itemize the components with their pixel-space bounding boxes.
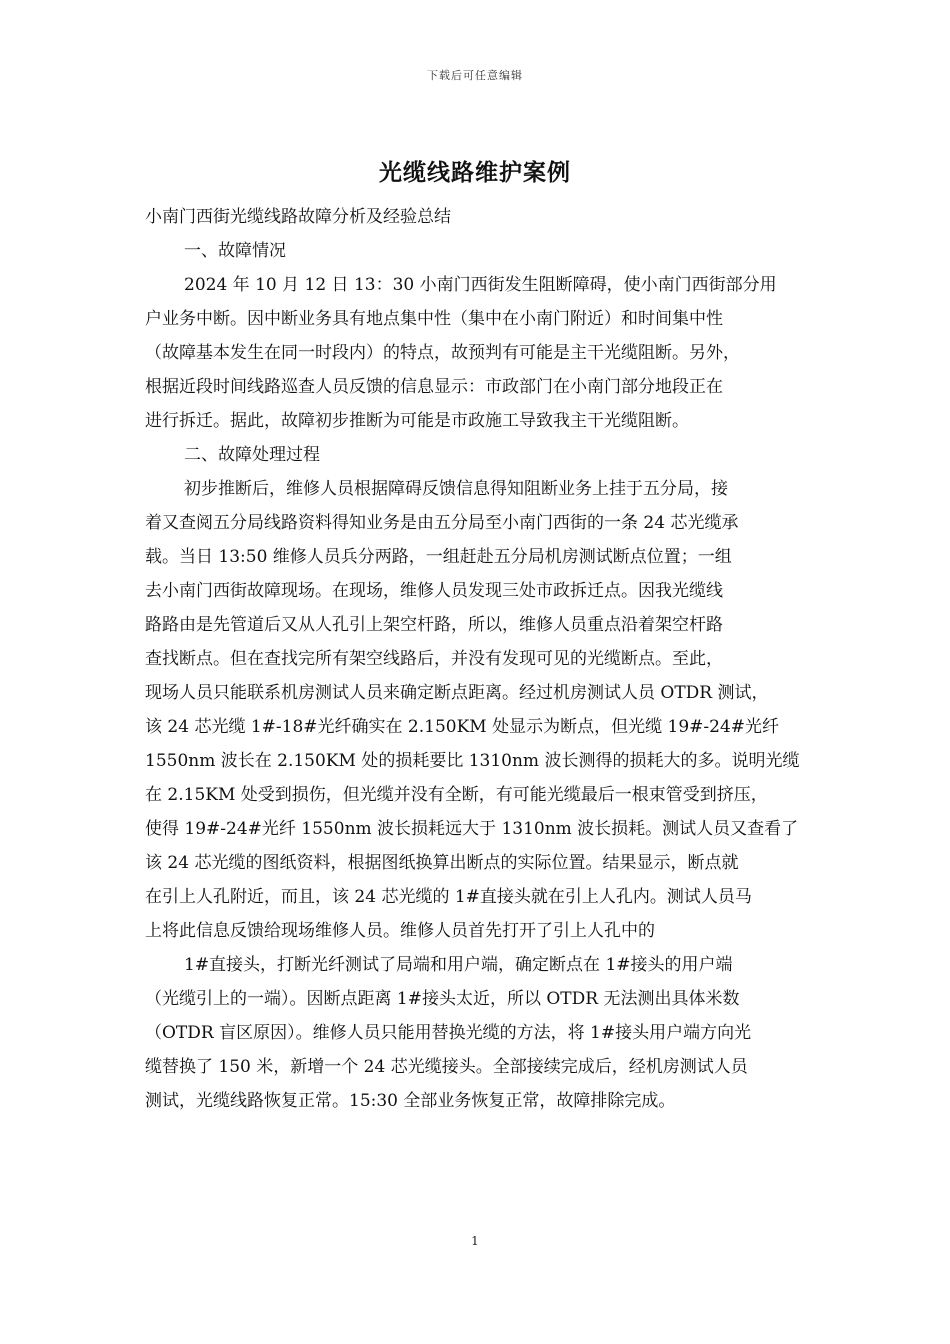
- text-line: 缆替换了 150 米，新增一个 24 芯光缆接头。全部接续完成后，经机房测试人员: [145, 1057, 748, 1077]
- text-line: 载。当日 13:50 维修人员兵分两路，一组赶赴五分局机房测试断点位置；一组: [145, 547, 732, 567]
- text-line: 查找断点。但在查找完所有架空线路后，并没有发现可见的光缆断点。至此，: [145, 649, 723, 669]
- text-line: 在 2.15KM 处受到损伤，但光缆并没有全断，有可能光缆最后一根束管受到挤压，: [145, 785, 768, 805]
- text-line: 着又查阅五分局线路资料得知业务是由五分局至小南门西街的一条 24 芯光缆承: [145, 513, 739, 533]
- text-line: 1550nm 波长在 2.150KM 处的损耗要比 1310nm 波长测得的损耗大的多。说明光缆: [145, 751, 800, 771]
- document-body: [145, 200, 817, 1118]
- document-title: 光缆线路维护案例: [379, 159, 571, 186]
- text-line: 一、故障情况: [184, 241, 286, 261]
- text-line: 户业务中断。因中断业务具有地点集中性（集中在小南门附近）和时间集中性: [145, 309, 723, 329]
- text-line: 测试，光缆线路恢复正常。15:30 全部业务恢复正常，故障排除完成。: [145, 1091, 676, 1111]
- page-number: 1: [471, 1234, 479, 1248]
- text-line: 初步推断后，维修人员根据障碍反馈信息得知阻断业务上挂于五分局，接: [184, 479, 728, 499]
- text-line: 该 24 芯光缆的图纸资料，根据图纸换算出断点的实际位置。结果显示，断点就: [145, 853, 739, 873]
- text-line: 二、故障处理过程: [184, 445, 320, 465]
- text-line: 去小南门西街故障现场。在现场，维修人员发现三处市政拆迁点。因我光缆线: [145, 581, 723, 601]
- text-line: 使得 19#-24#光纤 1550nm 波长损耗远大于 1310nm 波长损耗。测试人员又查看了: [145, 819, 799, 839]
- text-line: 根据近段时间线路巡查人员反馈的信息显示：市政部门在小南门部分地段正在: [145, 377, 723, 397]
- text-line: 该 24 芯光缆 1#-18#光纤确实在 2.150KM 处显示为断点，但光缆 19#-24#光纤: [145, 717, 780, 737]
- text-line: 1#直接头，打断光纤测试了局端和用户端，确定断点在 1#接头的用户端: [184, 955, 733, 975]
- header-note: 下载后可任意编辑: [427, 69, 523, 82]
- text-line: 在引上人孔附近，而且，该 24 芯光缆的 1#直接头就在引上人孔内。测试人员马: [145, 887, 752, 907]
- text-line: （故障基本发生在同一时段内）的特点，故预判有可能是主干光缆阻断。另外，: [145, 343, 740, 363]
- text-line: （光缆引上的一端）。因断点距离 1#接头太近，所以 OTDR 无法测出具体米数: [145, 989, 740, 1009]
- text-line: 小南门西街光缆线路故障分析及经验总结: [145, 207, 451, 227]
- text-line: （OTDR 盲区原因）。维修人员只能用替换光缆的方法，将 1#接头用户端方向光: [145, 1023, 752, 1043]
- text-line: 上将此信息反馈给现场维修人员。维修人员首先打开了引上人孔中的: [145, 921, 655, 941]
- text-line: 路路由是先管道后又从人孔引上架空杆路，所以，维修人员重点沿着架空杆路: [145, 615, 723, 635]
- text-line: 现场人员只能联系机房测试人员来确定断点距离。经过机房测试人员 OTDR 测试，: [145, 683, 769, 703]
- text-line: 2024 年 10 月 12 日 13：30 小南门西街发生阻断障碍，使小南门西街部分用: [184, 275, 777, 295]
- text-line: 进行拆迁。据此，故障初步推断为可能是市政施工导致我主干光缆阻断。: [145, 411, 689, 431]
